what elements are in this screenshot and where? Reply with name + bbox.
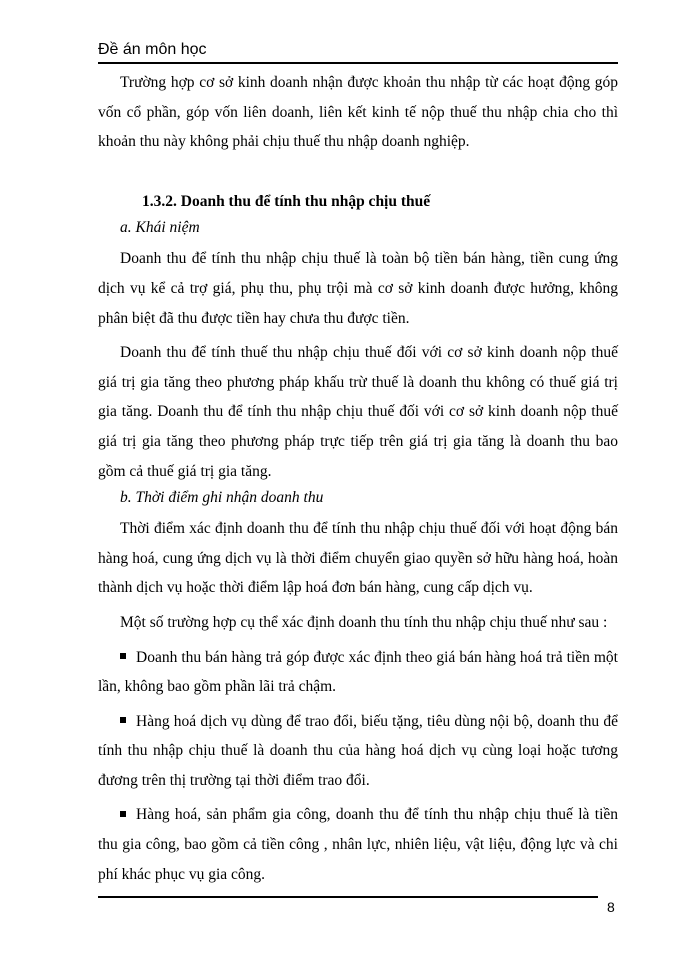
paragraph-b2: Một số trường hợp cụ thể xác định doanh thu tính thu nhập chịu thuế như sau :: [120, 613, 608, 631]
paragraph-a1: Doanh thu để tính thu nhập chịu thuế là toàn bộ tiền bán hàng, tiền cung ứng dịch vụ kể cả trợ giá, phụ thu, phụ trội mà cơ sở kinh doanh được hưởng, không phân biệt đã thu được tiền hay chưa thu được tiền.: [98, 250, 618, 327]
bullet-text: Doanh thu bán hàng trả góp được xác định theo giá bán hàng hoá trả tiền một lần, không bao gồm phần lãi trả chậm.: [98, 648, 618, 696]
square-bullet-icon: [120, 811, 126, 817]
subheading-b: b. Thời điểm ghi nhận doanh thu: [120, 489, 324, 507]
document-body: [98, 68, 618, 889]
paragraph-a2: Doanh thu để tính thuế thu nhập chịu thuế đối với cơ sở kinh doanh nộp thuế giá trị gia tăng theo phương pháp khấu trừ thuế là doanh thu không có thuế giá trị gia tăng. Doanh thu để tính thu nhập chịu thuế đối với cơ sở kinh doanh nộp thuế giá trị gia tăng theo phương pháp trực tiếp trên giá trị gia tăng là doanh thu bao gồm cả thuế giá trị gia tăng.: [98, 344, 618, 480]
page-number: 8: [607, 899, 615, 915]
section-heading: 1.3.2. Doanh thu để tính thu nhập chịu thuế: [142, 192, 431, 210]
square-bullet-icon: [120, 717, 126, 723]
paragraph-b1: Thời điểm xác định doanh thu để tính thu nhập chịu thuế đối với hoạt động bán hàng hoá, cung ứng dịch vụ là thời điểm chuyển giao quyền sở hữu hàng hoá, hoàn thành dịch vụ hoặc thời điểm lập hoá đơn bán hàng, cung cấp dịch vụ.: [98, 520, 618, 597]
subheading-a: a. Khái niệm: [120, 219, 200, 237]
footer-divider: [98, 896, 598, 898]
intro-paragraph: Trường hợp cơ sở kinh doanh nhận được khoản thu nhập từ các hoạt động góp vốn cổ phần, góp vốn liên doanh, liên kết kinh tế nộp thuế thu nhập chia cho thì khoản thu này không phải chịu thuế thu nhập doanh nghiệp.: [98, 74, 618, 151]
bullet-item: [98, 643, 618, 702]
bullet-item: [98, 707, 618, 796]
bullet-text: Hàng hoá, sản phẩm gia công, doanh thu để tính thu nhập chịu thuế là tiền thu gia công, bao gồm cả tiền công , nhân lực, nhiên liệu, vật liệu, động lực và chi phí khác phục vụ gia công.: [98, 806, 618, 883]
page-header: [98, 40, 618, 64]
square-bullet-icon: [120, 653, 126, 659]
bullet-text: Hàng hoá dịch vụ dùng để trao đổi, biếu tặng, tiêu dùng nội bộ, doanh thu để tính thu nhập chịu thuế là doanh thu của hàng hoá dịch vụ cùng loại hoặc tương đương trên thị trường tại thời điểm trao đổi.: [98, 712, 618, 789]
bullet-item: [98, 800, 618, 889]
header-title: Đề án môn học: [98, 41, 207, 58]
